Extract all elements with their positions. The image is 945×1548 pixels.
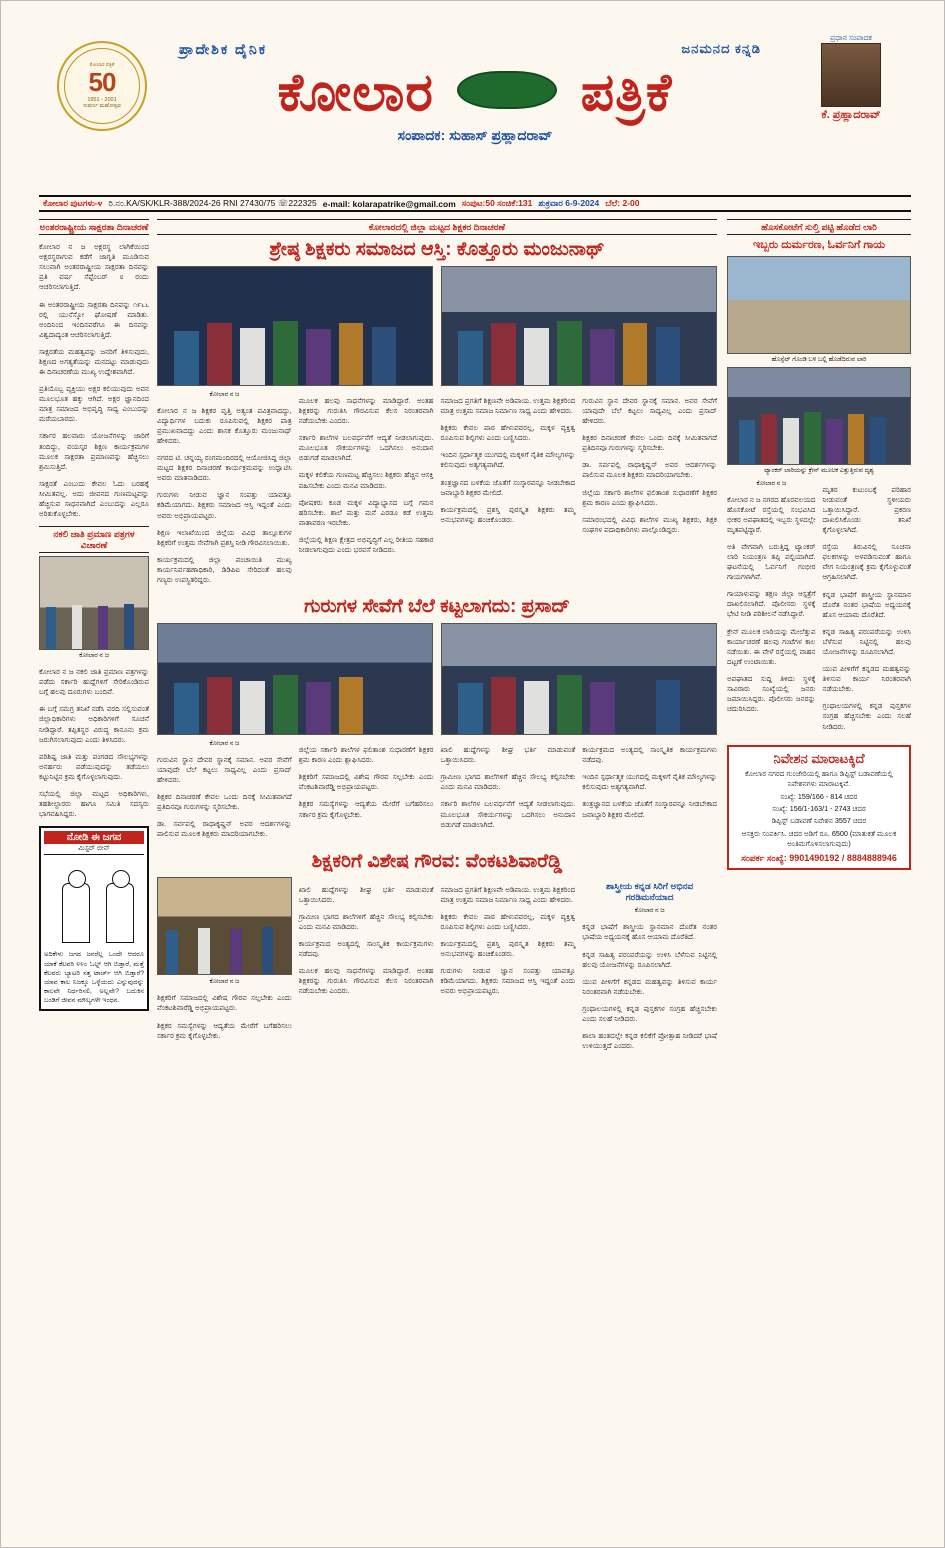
second-article-col4: ಕಾರ್ಯಕ್ರಮದ ಅಂತ್ಯದಲ್ಲಿ ಸಾಂಸ್ಕೃತಿಕ ಕಾರ್ಯಕ್ರಮಗಳು ನಡೆದವು. ಇಂದಿನ ಸ್ಪರ್ಧಾತ್ಮಕ ಯುಗದಲ್ಲಿ ಮಕ್ಕಳಿಗೆ ನೈತಿಕ ಮೌಲ್ಯಗಳನ್ನು ಕಲಿಸುವುದು ಅತ್ಯಗತ್ಯವಾಗಿದೆ. ತಂತ್ರಜ್ಞಾನದ ಬಳಕೆಯ ಜೊತೆಗೆ ಸಂಸ್ಕಾರವನ್ನೂ ನೀಡಬೇಕಾದ ಜವಾಬ್ದಾರಿ ಶಿಕ್ಷಕರ ಮೇಲಿದೆ. (582, 746, 717, 819)
second-headline: ಗುರುಗಳ ಸೇವೆಗೆ ಬೆಲೆ ಕಟ್ಟಲಾಗದು: ಪ್ರಸಾದ್ (304, 596, 570, 618)
ad-line-2: ಸಂಖ್ಯೆ: 159/166 - 814 ಚದರ (780, 791, 858, 801)
photo-award-stage (157, 266, 433, 386)
page-body (39, 216, 911, 1526)
right-article-col1: ಕೋಲಾರ ನ ಜ ಕೋಲಾರ ನ ಜ ನಗರದ ಹೊರವಲಯದ ಹೊಸಕೋಟೆ ರಸ್ತೆಯಲ್ಲಿ ಸಂಭವಿಸಿದ ಭೀಕರ ಅಪಘಾತದಲ್ಲಿ ಇಬ್ಬರು ಸ್ಥಳದಲ್ಲೇ ಮೃತಪಟ್ಟಿದ್ದಾರೆ. ಅತಿ ವೇಗವಾಗಿ ಬರುತ್ತಿದ್ದ ಟ್ಯಾಂಕರ್ ಲಾರಿ ನಿಯಂತ್ರಣ ತಪ್ಪಿ ಪಲ್ಟಿಯಾಗಿದೆ. ಘಟನೆಯಲ್ಲಿ ಓರ್ವನಿಗೆ ಗಂಭೀರ ಗಾಯಗಳಾಗಿವೆ. ಗಾಯಾಳುವನ್ನು ತಕ್ಷಣ ಜಿಲ್ಲಾ ಆಸ್ಪತ್ರೆಗೆ ದಾಖಲಿಸಲಾಗಿದೆ. ಪೊಲೀಸರು ಸ್ಥಳಕ್ಕೆ ಭೇಟಿ ನೀಡಿ ಪರಿಶೀಲನೆ ನಡೆಸಿದ್ದಾರೆ. ಕ್ರೇನ್ ಮೂಲಕ ಲಾರಿಯನ್ನು ಮೇಲೆತ್ತುವ ಕಾರ್ಯಾಚರಣೆ ಹಲವು ಗಂಟೆಗಳ ಕಾಲ ನಡೆಯಿತು. ಈ ವೇಳೆ ರಸ್ತೆಯಲ್ಲಿ ವಾಹನ ದಟ್ಟಣೆ ಉಂಟಾಯಿತು. ಅಪಘಾತದ ಸುದ್ದಿ ತಿಳಿದು ಸ್ಥಳಕ್ಕೆ ಸಾವಿರಾರು ಸಂಖ್ಯೆಯಲ್ಲಿ ಜನರು ಜಮಾಯಿಸಿದ್ದರು. ಪೊಲೀಸರು ಜನರನ್ನು ಚದುರಿಸಿದರು. (727, 479, 816, 714)
photo-office-caption: ಕೋಲಾರ ನ ಜ (79, 652, 109, 660)
logo-bottom-text: ಸುವರ್ಣ ಮಹೋತ್ಸವ (83, 103, 121, 110)
right-kicker-accident: ಹೊಸಕೋಟೆಗೆ ಸುಲ್ತಿ ಪಟ್ಟಿ ಹೊಡೆದ ಲಾರಿ (727, 219, 911, 235)
second-article-col2: ಜಿಲ್ಲೆಯ ಸರ್ಕಾರಿ ಶಾಲೆಗಳ ಫಲಿತಾಂಶ ಸುಧಾರಣೆಗೆ ಶಿಕ್ಷಕರ ಶ್ರಮ ಕಾರಣ ಎಂದು ಶ್ಲಾಘಿಸಿದರು. ಶಿಕ್ಷಕರಿಗೆ ಸಮಾಜದಲ್ಲಿ ವಿಶೇಷ ಗೌರವ ಸಲ್ಲಬೇಕು ಎಂದು ವೆಂಕಟಶಿವಾರೆಡ್ಡಿ ಅಭಿಪ್ರಾಯಪಟ್ಟರು. ಶಿಕ್ಷಕರ ಸಮಸ್ಯೆಗಳನ್ನು ಆದ್ಯತೆಯ ಮೇರೆಗೆ ಬಗೆಹರಿಸಲು ಸರ್ಕಾರ ಕ್ರಮ ಕೈಗೊಳ್ಳಬೇಕು. (298, 746, 434, 819)
main-headline: ಶ್ರೇಷ್ಠ ಶಿಕ್ಷಕರು ಸಮಾಜದ ಆಸ್ತಿ: ಕೊತ್ತೂರು ಮಂಜುನಾಥ್ (269, 239, 605, 260)
left-kicker-caste-certificates: ನಕಲಿ ಜಾತಿ ಪ್ರಮಾಣ ಪತ್ರಗಳ ವಿಚಾರಣೆ (39, 526, 149, 553)
left-article2-body: ಕೋಲಾರ ನ ಜ ನಕಲಿ ಜಾತಿ ಪ್ರಮಾಣ ಪತ್ರಗಳನ್ನು ಪಡೆದು ಸರ್ಕಾರಿ ಹುದ್ದೆಗಳಿಗೆ ಸೇರಿಕೊಂಡಿರುವ ಬಗ್ಗೆ ಹಲವು ದೂರುಗಳು ಬಂದಿವೆ. ಈ ಬಗ್ಗೆ ಸಮಗ್ರ ತನಿಖೆ ನಡೆಸಿ ವರದಿ ಸಲ್ಲಿಸುವಂತೆ ಜಿಲ್ಲಾಧಿಕಾರಿಗಳು ಅಧಿಕಾರಿಗಳಿಗೆ ಸೂಚನೆ ನೀಡಿದ್ದಾರೆ. ತಪ್ಪಿತಸ್ಥರ ವಿರುದ್ಧ ಕಾನೂನು ಕ್ರಮ ಜರುಗಿಸಲಾಗುವುದು ಎಂದು ತಿಳಿಸಿದರು. ಪರಿಶಿಷ್ಟ ಜಾತಿ ಮತ್ತು ಪಂಗಡದ ಸೌಲಭ್ಯಗಳನ್ನು ಅನರ್ಹರು ಪಡೆಯುವುದನ್ನು ತಡೆಯಲು ಕಟ್ಟುನಿಟ್ಟಿನ ಕ್ರಮ ಕೈಗೊಳ್ಳಲಾಗುವುದು. ಸಭೆಯಲ್ಲಿ ಜಿಲ್ಲಾ ಮಟ್ಟದ ಅಧಿಕಾರಿಗಳು, ತಹಶೀಲ್ದಾರರು ಹಾಗೂ ಸಮಿತಿ ಸದಸ್ಯರು ಭಾಗವಹಿಸಿದ್ದರು. (39, 668, 149, 819)
main-article-col3: ಸಮಾಜದ ಪ್ರಗತಿಗೆ ಶಿಕ್ಷಣವೇ ಅಡಿಪಾಯ. ಉತ್ತಮ ಶಿಕ್ಷಕರಿಂದ ಮಾತ್ರ ಉತ್ತಮ ಸಮಾಜ ನಿರ್ಮಾಣ ಸಾಧ್ಯ ಎಂದು ಹೇಳಿದರು. ಶಿಕ್ಷಕರು ಕೇವಲ ಪಾಠ ಹೇಳುವವರಲ್ಲ, ಮಕ್ಕಳ ವ್ಯಕ್ತಿತ್ವ ರೂಪಿಸುವ ಶಿಲ್ಪಿಗಳು ಎಂದು ಬಣ್ಣಿಸಿದರು. ಇಂದಿನ ಸ್ಪರ್ಧಾತ್ಮಕ ಯುಗದಲ್ಲಿ ಮಕ್ಕಳಿಗೆ ನೈತಿಕ ಮೌಲ್ಯಗಳನ್ನು ಕಲಿಸುವುದು ಅತ್ಯಗತ್ಯವಾಗಿದೆ. ತಂತ್ರಜ್ಞಾನದ ಬಳಕೆಯ ಜೊತೆಗೆ ಸಂಸ್ಕಾರವನ್ನೂ ನೀಡಬೇಕಾದ ಜವಾಬ್ದಾರಿ ಶಿಕ್ಷಕರ ಮೇಲಿದೆ. ಕಾರ್ಯಕ್ರಮದಲ್ಲಿ ಪ್ರಶಸ್ತಿ ಪುರಸ್ಕೃತ ಶಿಕ್ಷಕರು ತಮ್ಮ ಅನುಭವಗಳನ್ನು ಹಂಚಿಕೊಂಡರು. (440, 396, 576, 524)
email-address: e-mail: kolarapatrike@gmail.com (322, 198, 456, 209)
page-count: ಕೋಲಾರ ಪುಟಗಳು-೪ (43, 198, 103, 208)
cartoon-art (44, 855, 144, 947)
column-center-block (157, 216, 717, 1058)
photo-festival (157, 877, 292, 975)
main-article-col4: ಗುರುವಿನ ಸ್ಥಾನ ದೇವರ ಸ್ಥಾನಕ್ಕೆ ಸಮಾನ. ಅವರ ಸೇವೆಗೆ ಯಾವುದೇ ಬೆಲೆ ಕಟ್ಟಲು ಸಾಧ್ಯವಿಲ್ಲ ಎಂದು ಪ್ರಸಾದ್ ಹೇಳಿದರು. ಶಿಕ್ಷಕರ ದಿನಾಚರಣೆ ಕೇವಲ ಒಂದು ದಿನಕ್ಕೆ ಸೀಮಿತವಾಗದೆ ಪ್ರತಿದಿನವೂ ಗುರುಗಳನ್ನು ಸ್ಮರಿಸಬೇಕು. ಡಾ. ಸರ್ವಪಲ್ಲಿ ರಾಧಾಕೃಷ್ಣನ್ ಅವರ ಆದರ್ಶಗಳನ್ನು ಪಾಲಿಸುವ ಮೂಲಕ ಶಿಕ್ಷಕರು ಮಾದರಿಯಾಗಬೇಕು. ಜಿಲ್ಲೆಯ ಸರ್ಕಾರಿ ಶಾಲೆಗಳ ಫಲಿತಾಂಶ ಸುಧಾರಣೆಗೆ ಶಿಕ್ಷಕರ ಶ್ರಮ ಕಾರಣ ಎಂದು ಶ್ಲಾಘಿಸಿದರು. ಸಮಾರಂಭದಲ್ಲಿ ವಿವಿಧ ಶಾಲೆಗಳ ಮುಖ್ಯ ಶಿಕ್ಷಕರು, ಶಿಕ್ಷಕ ಸಂಘಗಳ ಪದಾಧಿಕಾರಿಗಳು ಪಾಲ್ಗೊಂಡಿದ್ದರು. (582, 396, 717, 534)
editor-line: ಸಂಪಾದಕ: ಸುಹಾಸ್ ಪ್ರಹ್ಲಾದರಾವ್ (397, 127, 553, 143)
second-photo-caption: ಕೋಲಾರ ನ ಜ (209, 739, 240, 747)
ad-phone[interactable]: ಸಂಪರ್ಕ ಸಂಖ್ಯೆ: 9901490192 / 8884888946 (741, 852, 897, 863)
third-article-col3: ಸಮಾಜದ ಪ್ರಗತಿಗೆ ಶಿಕ್ಷಣವೇ ಅಡಿಪಾಯ. ಉತ್ತಮ ಶಿಕ್ಷಕರಿಂದ ಮಾತ್ರ ಉತ್ತಮ ಸಮಾಜ ನಿರ್ಮಾಣ ಸಾಧ್ಯ ಎಂದು ಹೇಳಿದರು. ಶಿಕ್ಷಕರು ಕೇವಲ ಪಾಠ ಹೇಳುವವರಲ್ಲ, ಮಕ್ಕಳ ವ್ಯಕ್ತಿತ್ವ ರೂಪಿಸುವ ಶಿಲ್ಪಿಗಳು ಎಂದು ಬಣ್ಣಿಸಿದರು. ಕಾರ್ಯಕ್ರಮದಲ್ಲಿ ಪ್ರಶಸ್ತಿ ಪುರಸ್ಕೃತ ಶಿಕ್ಷಕರು ತಮ್ಮ ಅನುಭವಗಳನ್ನು ಹಂಚಿಕೊಂಡರು. ಗುರುಗಳು ನೀಡುವ ಜ್ಞಾನ ಸಂಪತ್ತು ಯಾವತ್ತೂ ಕಡಿಮೆಯಾಗದು. ಶಿಕ್ಷಕರು ಸಮಾಜದ ಆಸ್ತಿ ಇದ್ದಂತೆ ಎಂದು ಅವರು ಅಭಿಪ್ರಾಯಪಟ್ಟರು. (440, 885, 576, 996)
main-article-col2: ಮೂಲಕ ಹಲವು ಸಾಧನೆಗಳನ್ನು ಮಾಡಿದ್ದಾರೆ. ಅಂತಹ ಶಿಕ್ಷಕರನ್ನು ಗುರುತಿಸಿ ಗೌರವಿಸುವ ಕೆಲಸ ನಿರಂತರವಾಗಿ ನಡೆಯಬೇಕು ಎಂದರು. ಸರ್ಕಾರಿ ಶಾಲೆಗಳ ಬಲವರ್ಧನೆಗೆ ಆದ್ಯತೆ ನೀಡಲಾಗುವುದು. ಮೂಲಭೂತ ಸೌಕರ್ಯಗಳನ್ನು ಒದಗಿಸಲು ಅನುದಾನ ಬಿಡುಗಡೆ ಮಾಡಲಾಗಿದೆ. ಮಕ್ಕಳ ಕಲಿಕೆಯ ಗುಣಮಟ್ಟ ಹೆಚ್ಚಿಸಲು ಶಿಕ್ಷಕರು ಹೆಚ್ಚಿನ ಆಸಕ್ತಿ ವಹಿಸಬೇಕು ಎಂದು ಮನವಿ ಮಾಡಿದರು. ಪೋಷಕರು ಕೂಡ ಮಕ್ಕಳ ವಿದ್ಯಾಭ್ಯಾಸದ ಬಗ್ಗೆ ಗಮನ ಹರಿಸಬೇಕು. ಶಾಲೆ ಮತ್ತು ಮನೆ ಎರಡೂ ಕಡೆ ಉತ್ತಮ ವಾತಾವರಣ ಇರಬೇಕು. ಜಿಲ್ಲೆಯಲ್ಲಿ ಶಿಕ್ಷಣ ಕ್ಷೇತ್ರದ ಅಭಿವೃದ್ಧಿಗೆ ಎಲ್ಲ ರೀತಿಯ ಸಹಕಾರ ನೀಡಲಾಗುವುದು ಎಂದು ಭರವಸೆ ನೀಡಿದರು. (298, 396, 434, 555)
right-photo-caption: ಕೋಲಾರ ನ ಜ (756, 479, 787, 487)
photo-group-teachers (441, 266, 717, 386)
page-title (39, 63, 911, 124)
volume-issue: ಸಂಪುಟ:50 ಸಂಚಿಕೆ:131 (461, 198, 533, 208)
tagline-right: ಜನಮನದ ಕನ್ನಡಿ (681, 41, 761, 56)
left-article-body: ಕೋಲಾರ ನ ಜ ಅಕ್ಷರಸ್ಥ ಲಾಗಿಕೆಯಿಂದ ಅಕ್ಷರಸ್ಥರಾಗುವ ಕಡೆಗೆ ಜಾಗೃತಿ ಮೂಡಿಸುವ ಸಲುವಾಗಿ ಅಂತರರಾಷ್ಟ್ರೀಯ ಸಾಕ್ಷರತಾ ದಿನವನ್ನು ಪ್ರತಿ ವರ್ಷ ಸೆಪ್ಟೆಂಬರ್ ೮ ರಂದು ಆಚರಿಸಲಾಗುತ್ತಿದೆ. ಈ ಅಂತರರಾಷ್ಟ್ರೀಯ ಸಾಕ್ಷರತಾ ದಿನವನ್ನು ೧೯೬೬ ರಲ್ಲಿ ಯುನೆಸ್ಕೋ ಘೋಷಣೆ ಮಾಡಿತು. ಅಂದಿನಿಂದ ಇಂದಿನವರೆಗೂ ಈ ದಿನವನ್ನು ವಿಶ್ವದಾದ್ಯಂತ ಆಚರಿಸಲಾಗುತ್ತಿದೆ. ಸಾಕ್ಷರತೆಯ ಮಹತ್ವವನ್ನು ಜನರಿಗೆ ತಿಳಿಸುವುದು, ಶಿಕ್ಷಣದ ಅಗತ್ಯತೆಯನ್ನು ಮನದಟ್ಟು ಮಾಡುವುದು ಈ ದಿನಾಚರಣೆಯ ಮುಖ್ಯ ಉದ್ದೇಶವಾಗಿದೆ. ಪ್ರತಿಯೊಬ್ಬ ವ್ಯಕ್ತಿಯು ಅಕ್ಷರ ಕಲಿಯುವುದು ಅವನ ಮೂಲಭೂತ ಹಕ್ಕು ಆಗಿದೆ. ಅಕ್ಷರ ಜ್ಞಾನದಿಂದ ಮಾತ್ರ ಸಮಾಜದ ಅಭಿವೃದ್ಧಿ ಸಾಧ್ಯ ಎಂಬುದನ್ನು ಮರೆಯಬಾರದು. ಸರ್ಕಾರ ಹಲವಾರು ಯೋಜನೆಗಳನ್ನು ಜಾರಿಗೆ ತಂದಿದ್ದು, ವಯಸ್ಕರ ಶಿಕ್ಷಣ ಕಾರ್ಯಕ್ರಮಗಳ ಮೂಲಕ ಸಾಕ್ಷರತಾ ಪ್ರಮಾಣವನ್ನು ಹೆಚ್ಚಿಸಲು ಶ್ರಮಿಸುತ್ತಿದೆ. ಸಾಕ್ಷರತೆ ಎಂಬುದು ಕೇವಲ ಓದು ಬರಹಕ್ಕೆ ಸೀಮಿತವಲ್ಲ. ಅದು ಜೀವನದ ಗುಣಮಟ್ಟವನ್ನು ಹೆಚ್ಚಿಸುವ ಸಾಧನವಾಗಿದೆ ಎಂಬುದನ್ನು ಎಲ್ಲರೂ ಅರಿತುಕೊಳ್ಳಬೇಕು. (39, 243, 149, 518)
left-kicker-literacy: ಅಂತರರಾಷ್ಟ್ರೀಯ ಸಾಕ್ಷರತಾ ದಿನಾಚರಣೆ (39, 219, 149, 235)
cartoon-box (39, 826, 149, 1010)
chief-editor-block (801, 33, 901, 122)
title-left-word: ಕೋಲಾರ (277, 64, 434, 122)
second-article-col1: ಕೋಲಾರ ನ ಜ ಗುರುವಿನ ಸ್ಥಾನ ದೇವರ ಸ್ಥಾನಕ್ಕೆ ಸಮಾನ. ಅವರ ಸೇವೆಗೆ ಯಾವುದೇ ಬೆಲೆ ಕಟ್ಟಲು ಸಾಧ್ಯವಿಲ್ಲ ಎಂದು ಪ್ರಸಾದ್ ಹೇಳಿದರು. ಶಿಕ್ಷಕರ ದಿನಾಚರಣೆ ಕೇವಲ ಒಂದು ದಿನಕ್ಕೆ ಸೀಮಿತವಾಗದೆ ಪ್ರತಿದಿನವೂ ಗುರುಗಳನ್ನು ಸ್ಮರಿಸಬೇಕು. ಡಾ. ಸರ್ವಪಲ್ಲಿ ರಾಧಾಕೃಷ್ಣನ್ ಅವರ ಆದರ್ಶಗಳನ್ನು ಪಾಲಿಸುವ ಮೂಲಕ ಶಿಕ್ಷಕರು ಮಾದರಿಯಾಗಬೇಕು. (157, 739, 292, 839)
logo-anniversary-number: 50 (88, 67, 116, 98)
main-article-col1: ಕೋಲಾರ ನ ಜ ಕೋಲಾರ ನ ಜ ಶಿಕ್ಷಕರ ವೃತ್ತಿ ಅತ್ಯಂತ ಪವಿತ್ರವಾದದ್ದು, ವಿದ್ಯಾರ್ಥಿಗಳ ಬದುಕು ರೂಪಿಸುವಲ್ಲಿ ಶಿಕ್ಷಕರ ಪಾತ್ರ ಪ್ರಮುಖವಾದದ್ದು ಎಂದು ಶಾಸಕ ಕೊತ್ತೂರು ಮಂಜುನಾಥ್ ಹೇಳಿದರು. ನಗರದ ಟಿ. ಚನ್ನಯ್ಯ ರಂಗಮಂದಿರದಲ್ಲಿ ಆಯೋಜಿಸಿದ್ದ ಜಿಲ್ಲಾ ಮಟ್ಟದ ಶಿಕ್ಷಕರ ದಿನಾಚರಣೆ ಕಾರ್ಯಕ್ರಮವನ್ನು ಉದ್ಘಾಟಿಸಿ ಅವರು ಮಾತನಾಡಿದರು. ಗುರುಗಳು ನೀಡುವ ಜ್ಞಾನ ಸಂಪತ್ತು ಯಾವತ್ತೂ ಕಡಿಮೆಯಾಗದು. ಶಿಕ್ಷಕರು ಸಮಾಜದ ಆಸ್ತಿ ಇದ್ದಂತೆ ಎಂದು ಅವರು ಅಭಿಪ್ರಾಯಪಟ್ಟರು. ಶಿಕ್ಷಣ ಇಲಾಖೆಯಿಂದ ಜಿಲ್ಲೆಯ ವಿವಿಧ ತಾಲ್ಲೂಕುಗಳ ಶಿಕ್ಷಕರಿಗೆ ಉತ್ತಮ ಸೇವೆಗಾಗಿ ಪ್ರಶಸ್ತಿ ನೀಡಿ ಗೌರವಿಸಲಾಯಿತು. ಕಾರ್ಯಕ್ರಮದಲ್ಲಿ ಜಿಲ್ಲಾ ಪಂಚಾಯಿತಿ ಮುಖ್ಯ ಕಾರ್ಯನಿರ್ವಹಣಾಧಿಕಾರಿ, ಡಿಡಿಪಿಐ ಸೇರಿದಂತೆ ಹಲವು ಗಣ್ಯರು ಉಪಸ್ಥಿತರಿದ್ದರು. (157, 390, 292, 584)
laurel-emblem-icon (457, 71, 557, 109)
cover-price: ಬೆಲೆ: 2-00 (605, 198, 640, 208)
issue-date: ಶುಕ್ರವಾರ 6-9-2024 (538, 198, 600, 208)
tagline-left: ಪ್ರಾದೇಶಿಕ ದೈನಿಕ (179, 41, 268, 57)
third-article-col4: ಶಾಸ್ತ್ರೀಯ ಕನ್ನಡ ಸಿರಿಗೆ ಅಭಿನವ ಗರಡಿಮನೆಯಾದ ಕೋಲಾರ ನ ಜ ಕನ್ನಡ ಭಾಷೆಗೆ ಶಾಸ್ತ್ರೀಯ ಸ್ಥಾನಮಾನ ದೊರೆತ ನಂತರ ಭಾಷೆಯ ಅಧ್ಯಯನಕ್ಕೆ ಹೊಸ ಆಯಾಮ ದೊರೆತಿದೆ. ಕನ್ನಡ ಸಾಹಿತ್ಯ ಪರಂಪರೆಯನ್ನು ಉಳಿಸಿ ಬೆಳೆಸುವ ನಿಟ್ಟಿನಲ್ಲಿ ಹಲವು ಯೋಜನೆಗಳನ್ನು ರೂಪಿಸಲಾಗಿದೆ. ಯುವ ಪೀಳಿಗೆಗೆ ಕನ್ನಡದ ಮಹತ್ವವನ್ನು ತಿಳಿಸುವ ಕಾರ್ಯ ನಿರಂತರವಾಗಿ ನಡೆಯಬೇಕು. ಗ್ರಂಥಾಲಯಗಳಲ್ಲಿ ಕನ್ನಡ ಪುಸ್ತಕಗಳ ಸಂಗ್ರಹ ಹೆಚ್ಚಿಸಬೇಕು ಎಂದು ಸಲಹೆ ನೀಡಿದರು. ಶಾಲಾ ಹಂತದಲ್ಲೇ ಕನ್ನಡ ಕಲಿಕೆಗೆ ಪ್ರೋತ್ಸಾಹ ನೀಡಿದರೆ ಭಾಷೆ ಉಳಿಯುತ್ತದೆ ಎಂದರು. (582, 881, 717, 1051)
third-headline: ಶಿಕ್ಷಕರಿಗೆ ವಿಶೇಷ ಗೌರವ: ವೆಂಕಟಶಿವಾರೆಡ್ಡಿ (311, 850, 563, 872)
info-bar (39, 195, 911, 212)
cartoon-subtitle: ಮಿಸ್ಟರ್ ಬೀನ್ (44, 844, 144, 855)
column-right (727, 216, 911, 870)
third-article-col2: ಖಾಲಿ ಹುದ್ದೆಗಳನ್ನು ಶೀಘ್ರ ಭರ್ತಿ ಮಾಡುವಂತೆ ಒತ್ತಾಯಿಸಿದರು. ಗ್ರಾಮೀಣ ಭಾಗದ ಶಾಲೆಗಳಿಗೆ ಹೆಚ್ಚಿನ ಸೌಲಭ್ಯ ಕಲ್ಪಿಸಬೇಕು ಎಂದು ಮನವಿ ಮಾಡಿದರು. ಕಾರ್ಯಕ್ರಮದ ಅಂತ್ಯದಲ್ಲಿ ಸಾಂಸ್ಕೃತಿಕ ಕಾರ್ಯಕ್ರಮಗಳು ನಡೆದವು. ಮೂಲಕ ಹಲವು ಸಾಧನೆಗಳನ್ನು ಮಾಡಿದ್ದಾರೆ. ಅಂತಹ ಶಿಕ್ಷಕರನ್ನು ಗುರುತಿಸಿ ಗೌರವಿಸುವ ಕೆಲಸ ನಿರಂತರವಾಗಿ ನಡೆಯಬೇಕು ಎಂದರು. (298, 885, 434, 996)
logo-top-text: ಕೋಲಾರ ಪತ್ರಿಕೆ (89, 61, 115, 68)
chief-editor-photo (821, 43, 881, 107)
cartoon-title: ನೋಡಿ ಈ ಜಗವ (44, 831, 144, 844)
ad-line-3: ಸಂಖ್ಯೆ: 156/1-163/1 - 2743 ಚದರ (772, 804, 866, 813)
logo-years: 1951 - 2001 (87, 97, 117, 103)
third-photo-caption: ಕೋಲಾರ ನ ಜ (209, 978, 240, 986)
masthead (39, 19, 911, 195)
photo-office-meeting (39, 556, 149, 650)
truck-photo-caption: ಹೊಸ್ಪೆಟ್ ಗೊಂಡಿ ಬಳಿ ಬಲ್ಲಿ ಹೊಡೆದಿರುವ ಲಾರಿ (771, 356, 867, 363)
second-article-col3: ಖಾಲಿ ಹುದ್ದೆಗಳನ್ನು ಶೀಘ್ರ ಭರ್ತಿ ಮಾಡುವಂತೆ ಒತ್ತಾಯಿಸಿದರು. ಗ್ರಾಮೀಣ ಭಾಗದ ಶಾಲೆಗಳಿಗೆ ಹೆಚ್ಚಿನ ಸೌಲಭ್ಯ ಕಲ್ಪಿಸಬೇಕು ಎಂದು ಮನವಿ ಮಾಡಿದರು. ಸರ್ಕಾರಿ ಶಾಲೆಗಳ ಬಲವರ್ಧನೆಗೆ ಆದ್ಯತೆ ನೀಡಲಾಗುವುದು. ಮೂಲಭೂತ ಸೌಕರ್ಯಗಳನ್ನು ಒದಗಿಸಲು ಅನುದಾನ ಬಿಡುಗಡೆ ಮಾಡಲಾಗಿದೆ. (440, 746, 576, 829)
chief-editor-name: ಕೆ. ಪ್ರಹ್ಲಾದರಾವ್ (821, 109, 881, 121)
photo-crowd-crane (727, 367, 911, 465)
photo-overturned-truck (727, 256, 911, 354)
main-photo-caption: ಕೋಲಾರ ನ ಜ (209, 390, 240, 398)
ad-line-1: ಕೋಲಾರ ನಗರದ ಗುಂಜೇರಿಯಲ್ಲಿ ಹಾಗೂ ಡಿಪ್ಪಿಸ್ಟ್ ಬಡಾವಣೆಯಲ್ಲಿ ನಿವೇಶನಗಳು ಮಾರಾಟಕ್ಕಿವೆ. (744, 768, 894, 789)
ad-line-4: ಡಿಪ್ಪಿಸ್ಟ್ ಬಡಾವಣೆ ನಿವೇಶನ 3557 ಚದರ (771, 816, 867, 826)
column-left (39, 216, 149, 1011)
ad-line-5: ಆಸಕ್ತರು ಸಂಪರ್ಕಿಸಿ. ಚದರ ಅಡಿಗೆ ರೂ. 6500 (ಮಾತುಕತೆ ಮೂಲಕ ಅಂತಿಮಗೊಳಿಸಲಾಗುವುದು) (741, 828, 897, 849)
right-article-col2: ಮೃತರ ಕುಟುಂಬಕ್ಕೆ ಪರಿಹಾರ ನೀಡುವಂತೆ ಸ್ಥಳೀಯರು ಒತ್ತಾಯಿಸಿದ್ದಾರೆ. ಪ್ರಕರಣ ದಾಖಲಿಸಿಕೊಂಡು ತನಿಖೆ ಕೈಗೊಳ್ಳಲಾಗಿದೆ. ರಸ್ತೆಯ ತಿರುವಿನಲ್ಲಿ ಸೂಚನಾ ಫಲಕಗಳನ್ನು ಅಳವಡಿಸುವಂತೆ ಹಾಗೂ ವೇಗ ನಿಯಂತ್ರಣಕ್ಕೆ ಕ್ರಮ ಕೈಗೊಳ್ಳುವಂತೆ ಆಗ್ರಹಿಸಲಾಗಿದೆ. ಕನ್ನಡ ಭಾಷೆಗೆ ಶಾಸ್ತ್ರೀಯ ಸ್ಥಾನಮಾನ ದೊರೆತ ನಂತರ ಭಾಷೆಯ ಅಧ್ಯಯನಕ್ಕೆ ಹೊಸ ಆಯಾಮ ದೊರೆತಿದೆ. ಕನ್ನಡ ಸಾಹಿತ್ಯ ಪರಂಪರೆಯನ್ನು ಉಳಿಸಿ ಬೆಳೆಸುವ ನಿಟ್ಟಿನಲ್ಲಿ ಹಲವು ಯೋಜನೆಗಳನ್ನು ರೂಪಿಸಲಾಗಿದೆ. ಯುವ ಪೀಳಿಗೆಗೆ ಕನ್ನಡದ ಮಹತ್ವವನ್ನು ತಿಳಿಸುವ ಕಾರ್ಯ ನಿರಂತರವಾಗಿ ನಡೆಯಬೇಕು. ಗ್ರಂಥಾಲಯಗಳಲ್ಲಿ ಕನ್ನಡ ಪುಸ್ತಕಗಳ ಸಂಗ್ರಹ ಹೆಚ್ಚಿಸಬೇಕು ಎಂದು ಸಲಹೆ ನೀಡಿದರು. (822, 485, 911, 731)
registration-number: ರಿ.ನಂ.KA/SK/KLR-388/2024-26 RNI 27430/75 ☏222325 (108, 198, 317, 208)
right-headline-accident: ಇಬ್ಬರು ದುರ್ಮರಣ, ಓರ್ವನಿಗೆ ಗಾಯ (752, 239, 886, 251)
cartoon-text: ಅದಿಕೇಳು ಜಗದ ಜನರೆಲ್ಲ ಒಂದೇ ಆದರೂ ಯಾಕೆ ಕೆಲವರಿ ೪೪೦ ಓಲ್ಟ್ ಆಗಿ ಬಿಡ್ತಾರೆ, ಮತ್ತೆ ಕೆಲವರು ಬ್ಯಾಟರಿ ಸತ್ತ ಟಾರ್ಚ್ ಆಗಿ ಬಿಡ್ತಾರೆ? ಯಾವ ಕಾಲ ನಿಜಕ್ಕೂ ಒಳ್ಳೆಯದು ಎನ್ನುವುದನ್ನು ಕಾಲವೇ ನಿರ್ಧರಿಸಲಿ, ಅಲ್ಲವೇ? ಬದುಕಿನ ಬಂಡಿಗೆ ಜೀವನ ಮೌಲ್ಯಗಳೇ ಇಂಧನ. (44, 951, 144, 1005)
inner-kicker: ಶಾಸ್ತ್ರೀಯ ಕನ್ನಡ ಸಿರಿಗೆ ಅಭಿನವ ಗರಡಿಮನೆಯಾದ (606, 881, 694, 903)
main-kicker: ಕೋಲಾರದಲ್ಲಿ ಜಿಲ್ಲಾ ಮಟ್ಟದ ಶಿಕ್ಷಕರ ದಿನಾಚರಣೆ (157, 219, 717, 235)
ad-title: ನಿವೇಶನ ಮಾರಾಟಕ್ಕಿದೆ (773, 750, 865, 766)
third-article-col1: ಕೋಲಾರ ನ ಜ ಶಿಕ್ಷಕರಿಗೆ ಸಮಾಜದಲ್ಲಿ ವಿಶೇಷ ಗೌರವ ಸಲ್ಲಬೇಕು ಎಂದು ವೆಂಕಟಶಿವಾರೆಡ್ಡಿ ಅಭಿಪ್ರಾಯಪಟ್ಟರು. ಶಿಕ್ಷಕರ ಸಮಸ್ಯೆಗಳನ್ನು ಆದ್ಯತೆಯ ಮೇರೆಗೆ ಬಗೆಹರಿಸಲು ಸರ್ಕಾರ ಕ್ರಮ ಕೈಗೊಳ್ಳಬೇಕು. (157, 877, 292, 1058)
chief-editor-role: ಪ್ರಧಾನ ಸಂಪಾದಕ (830, 33, 872, 42)
title-right-word: ಪತ್ರಿಕೆ (580, 64, 673, 122)
fourth-photo-caption: ಕೋಲಾರ ನ ಜ (634, 907, 665, 915)
photo-felicitation-1 (157, 623, 433, 735)
classified-ad-box (727, 745, 911, 870)
crowd-photo-caption: ಟ್ಯಾಂಕರ್ ಲಾರಿಯನ್ನು ಕ್ರೇನ್ ಮೂಲಕ ಎತ್ತುತ್ತಿರುವ ದೃಶ್ಯ (764, 466, 874, 474)
photo-felicitation-2 (441, 623, 717, 735)
